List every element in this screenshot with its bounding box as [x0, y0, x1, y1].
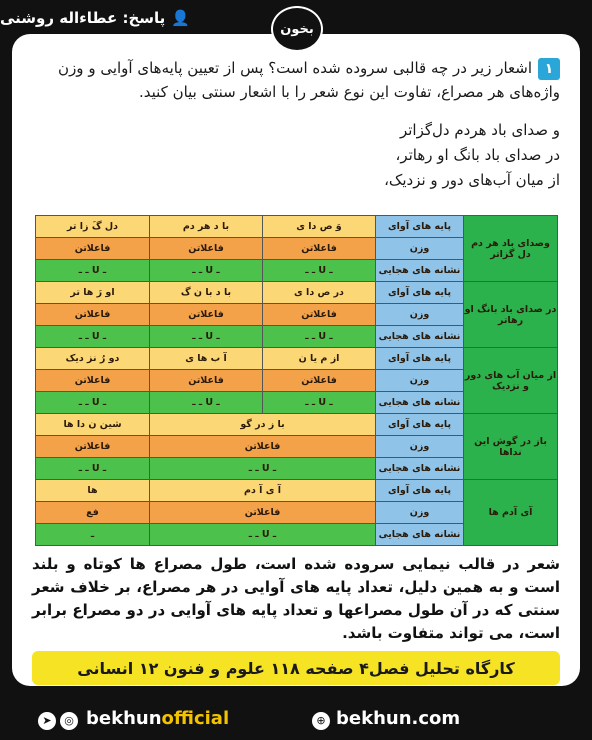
question-text: [30, 56, 560, 104]
type-hija: نشانه های هجایی: [376, 524, 464, 546]
type-vazn: وزن: [376, 370, 464, 392]
syllable-cell: او رَ ها تر: [36, 282, 150, 304]
hija-cell: ـ U ـ ـ: [150, 392, 263, 414]
syllable-cell: دو رُ نز دیک: [36, 348, 150, 370]
syllable-cell: شین ن دا ها: [36, 414, 150, 436]
row-label: از میان آب های دور و نزدیک: [464, 348, 558, 414]
vazn-cell: فاعلاتن: [150, 304, 263, 326]
syllable-cell: با د با ن گ: [150, 282, 263, 304]
website-link[interactable]: bekhun.com: [336, 708, 461, 729]
row-label: در صدای باد بانگ او رهاتر: [464, 282, 558, 348]
handle-main: bekhun: [86, 708, 162, 729]
type-hija: نشانه های هجایی: [376, 458, 464, 480]
vazn-cell: فاعلاتن: [150, 238, 263, 260]
user-icon: 👤: [171, 9, 190, 27]
meter-table: [35, 215, 558, 546]
type-hija: نشانه های هجایی: [376, 260, 464, 282]
syllable-cell: ها: [36, 480, 150, 502]
type-syl: پایه های آوای: [376, 414, 464, 436]
syllable-cell: آ ب ها ی: [150, 348, 263, 370]
globe-icon: ⊕: [312, 712, 330, 730]
vazn-cell: فاعلاتن: [263, 370, 376, 392]
vazn-cell: فاعلاتن: [263, 238, 376, 260]
syllable-cell: با د هر دم: [150, 216, 263, 238]
author-name: پاسخ: عطاءاله روشنی: [0, 9, 166, 27]
type-syl: پایه های آوای: [376, 216, 464, 238]
type-syl: پایه های آوای: [376, 480, 464, 502]
hija-cell: ـ U ـ ـ: [36, 392, 150, 414]
vazn-cell: فاعلاتن: [36, 304, 150, 326]
type-hija: نشانه های هجایی: [376, 392, 464, 414]
type-syl: پایه های آوای: [376, 282, 464, 304]
vazn-cell: فاعلاتن: [150, 436, 376, 458]
hija-cell: ـ U ـ ـ: [150, 260, 263, 282]
hija-cell: ـ U ـ ـ: [36, 458, 150, 480]
hija-cell: ـ: [36, 524, 150, 546]
question-number: ۱: [538, 58, 560, 80]
vazn-cell: فاعلاتن: [150, 370, 263, 392]
type-vazn: وزن: [376, 238, 464, 260]
vazn-cell: فاعلاتن: [36, 238, 150, 260]
poem-line: از میان آب‌های دور و نزدیک،: [384, 171, 560, 189]
vazn-cell: فاعلاتن: [36, 370, 150, 392]
vazn-cell: فع: [36, 502, 150, 524]
type-vazn: وزن: [376, 304, 464, 326]
type-vazn: وزن: [376, 436, 464, 458]
workshop-banner: [32, 651, 560, 685]
syllable-cell: با ز در گو: [150, 414, 376, 436]
social-handle[interactable]: [86, 708, 229, 729]
vazn-cell: فاعلاتن: [263, 304, 376, 326]
hija-cell: ـ U ـ ـ: [263, 392, 376, 414]
telegram-icon[interactable]: ➤: [38, 712, 56, 730]
row-label: آی آدم ها: [464, 480, 558, 546]
hija-cell: ـ U ـ ـ: [150, 326, 263, 348]
footer: [0, 700, 592, 740]
answer-paragraph: شعر در قالب نیمایی سروده شده است، طول مصراع ها کوتاه و بلند است و به همین دلیل، تعداد پایه های آوایی در هر مصراع، بر خلاف شعر سنتی که در آن طول مصراعها و تعداد پایه های آوایی در دو مصراع برابر است، می تواند متفاوت باشد.: [32, 555, 560, 642]
vazn-cell: فاعلاتن: [150, 502, 376, 524]
hija-cell: ـ U ـ ـ: [263, 260, 376, 282]
type-vazn: وزن: [376, 502, 464, 524]
hija-cell: ـ U ـ ـ: [36, 260, 150, 282]
syllable-cell: دل گَ زا تر: [36, 216, 150, 238]
syllable-cell: در ص دا ی: [263, 282, 376, 304]
syllable-cell: وَ ص دا ی: [263, 216, 376, 238]
type-syl: پایه های آوای: [376, 348, 464, 370]
logo-badge: بخون: [271, 6, 323, 52]
syllable-cell: از م یا ن: [263, 348, 376, 370]
question-body: اشعار زیر در چه قالبی سروده شده است؟ پس از تعیین پایه‌های آوایی و وزن واژه‌های هر مصراع، تفاوت این نوع شعر را با اشعار سنتی بیان کنید.: [58, 59, 560, 101]
hija-cell: ـ U ـ ـ: [150, 524, 376, 546]
vazn-cell: فاعلاتن: [36, 436, 150, 458]
poem-line: در صدای باد بانگ او رهاتر،: [395, 146, 560, 164]
syllable-cell: آ ی آ دم: [150, 480, 376, 502]
poem-block: [384, 118, 560, 193]
row-label: باز در گوش این نداها: [464, 414, 558, 480]
hija-cell: ـ U ـ ـ: [263, 326, 376, 348]
row-label: وصدای باد هر دم دل گزاتر: [464, 216, 558, 282]
poem-line: و صدای باد هردم دل‌گزاتر: [399, 121, 560, 139]
type-hija: نشانه های هجایی: [376, 326, 464, 348]
hija-cell: ـ U ـ ـ: [36, 326, 150, 348]
banner-text: کارگاه تحلیل فصل۴ صفحه ۱۱۸ علوم و فنون ۱۲ انسانی: [77, 658, 515, 678]
hija-cell: ـ U ـ ـ: [150, 458, 376, 480]
handle-accent: official: [161, 708, 230, 729]
instagram-icon[interactable]: ◎: [60, 712, 78, 730]
